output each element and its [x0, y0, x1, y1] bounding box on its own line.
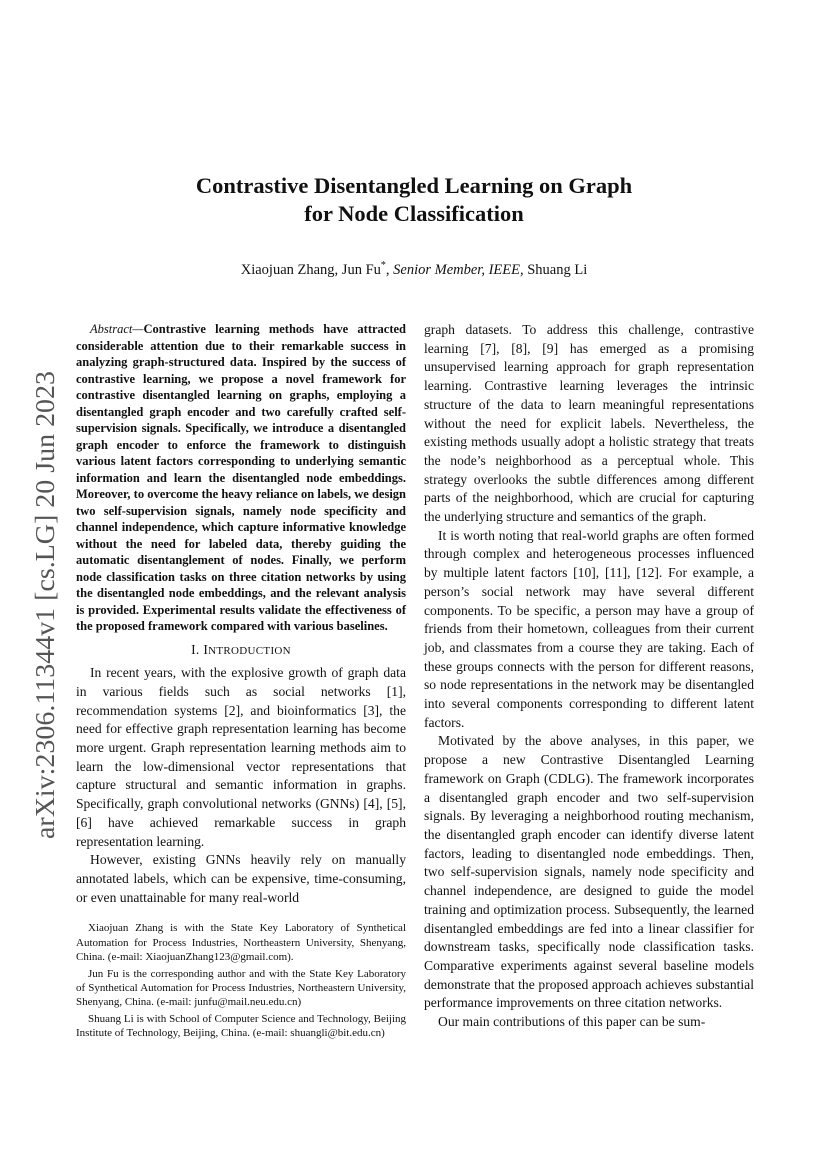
section-numeral: I.	[191, 641, 200, 657]
body-paragraph-3: Motivated by the above analyses, in this paper, we propose a new Contrastive Disentangled Learning framework on Graph (CDLG). The framework incorporates a disentangled graph encoder and two self-supervision signals. By leveraging a neighborhood routing mechanism, the disentangled graph encoder can identify diverse latent factors, leading to disentangled node embeddings. Then, two self-supervision signals, namely node specificity and channel independence, are designed to guide the model training and optimization process. Subsequently, the learned disentangled embeddings are fed into a linear classifier for downstream tasks, specifically node classification tasks. Comparative experiments against several baseline models demonstrate that the proposed approach achieves substantial performance improvements on three citation networks.	[424, 733, 754, 1011]
abstract-label: Abstract—	[90, 322, 144, 336]
author-line: Xiaojuan Zhang, Jun Fu*, Senior Member, IEEE, Shuang Li	[240, 260, 588, 278]
author-membership: Senior Member, IEEE,	[393, 261, 524, 278]
corresponding-author-mark: *	[380, 260, 386, 271]
authors-part2: Shuang Li	[527, 261, 588, 278]
arxiv-stamp-text: arXiv:2306.11344v1 [cs.LG] 20 Jun 2023	[30, 387, 60, 839]
body-paragraph-2: It is worth noting that real-world graphs are often formed through complex and heterogeneous processes influenced by multiple latent factors [10], [11], [12]. For example, a person’s social network may have several different components. To be specific, a person may have a group of friends from their hometown, colleagues from their current job, and classmates from a course they are taking. Each of these groups connects with the person for different reasons, so node representations in the network may be disentangled into several components corresponding to different latent factors.	[424, 527, 754, 730]
right-column	[424, 321, 754, 1032]
authors-part1: Xiaojuan Zhang, Jun Fu	[240, 261, 381, 278]
footnotes	[76, 921, 406, 1040]
title-line-1: Contrastive Disentangled Learning on Graph	[195, 173, 633, 198]
intro-paragraph-1: In recent years, with the explosive growth of graph data in various fields such as social networks [1], recommendation systems [2], and bioinformatics [3], the need for effective graph representation learning has become more urgent. Graph representation learning methods aim to learn the low-dimensional vector representations that capture structural and semantic information in graphs. Specifically, graph convolutional networks (GNNs) [4], [5], [6] have achieved remarkable success in graph representation learning.	[76, 665, 406, 849]
arxiv-stamp	[20, 370, 66, 840]
footnote-fu: Jun Fu is the corresponding author and with the State Key Laboratory of Synthetical Automation for Process Industries, Northeastern University, Shenyang, China. (e-mail: junfu@mail.neu.edu.cn)	[76, 967, 406, 1009]
section-heading-introduction	[76, 641, 406, 661]
left-column	[76, 321, 406, 1043]
title-line-2: for Node Classification	[304, 201, 524, 226]
body-paragraph-4: Our main contributions of this paper can be sum-	[438, 1014, 706, 1030]
section-title-rest: NTRODUCTION	[208, 644, 291, 657]
footnote-zhang: Xiaojuan Zhang is with the State Key Laboratory of Synthetical Automation for Process Industries, Northeastern University, Shenyang, China. (e-mail: XiaojuanZhang123@gmail.com).	[76, 922, 406, 964]
footnote-li: Shuang Li is with School of Computer Science and Technology, Beijing Institute of Technology, Beijing, China. (e-mail: shuangli@bit.edu.cn)	[76, 1012, 406, 1040]
abstract-text: Contrastive learning methods have attracted considerable attention due to their remarkable success in analyzing graph-structured data. Inspired by the success of contrastive learning, we propose a novel framework for contrastive disentangled learning on graphs, employing a disentangled graph encoder and two carefully crafted self-supervision signals. Specifically, we introduce a disentangled graph encoder to enforce the framework to distinguish various latent factors corresponding to underlying semantic information and learn the disentangled node embeddings. Moreover, to overcome the heavy reliance on labels, we design two self-supervision signals, namely node specificity and channel independence, which capture informative knowledge without the need for labeled data, thereby guiding the automatic disentanglement of nodes. Finally, we perform node classification tasks on three citation networks by using the disentangled node embeddings, and the relevant analysis is provided. Experimental results validate the effectiveness of the proposed framework compared with various baselines.	[76, 322, 406, 633]
abstract	[76, 321, 406, 635]
paper-title	[64, 172, 764, 228]
intro-paragraph-2: However, existing GNNs heavily rely on manually annotated labels, which can be expensive, time-consuming, or even unattainable for many real-world	[76, 852, 406, 905]
section-first-letter: I	[203, 641, 209, 657]
body-paragraph-1: graph datasets. To address this challenge, contrastive learning [7], [8], [9] has emerged as a promising unsupervised learning approach for graph representation learning. Contrastive learning leverages the intrinsic structure of the data to learn meaningful representations without the need for explicit labels. Nevertheless, the existing methods usually adopt a holistic strategy that treats the node’s neighborhood as a perceptual whole. This strategy overlooks the subtle differences among different parts of the neighborhood, which are crucial for capturing the underlying structure and semantics of the graph.	[424, 322, 754, 525]
